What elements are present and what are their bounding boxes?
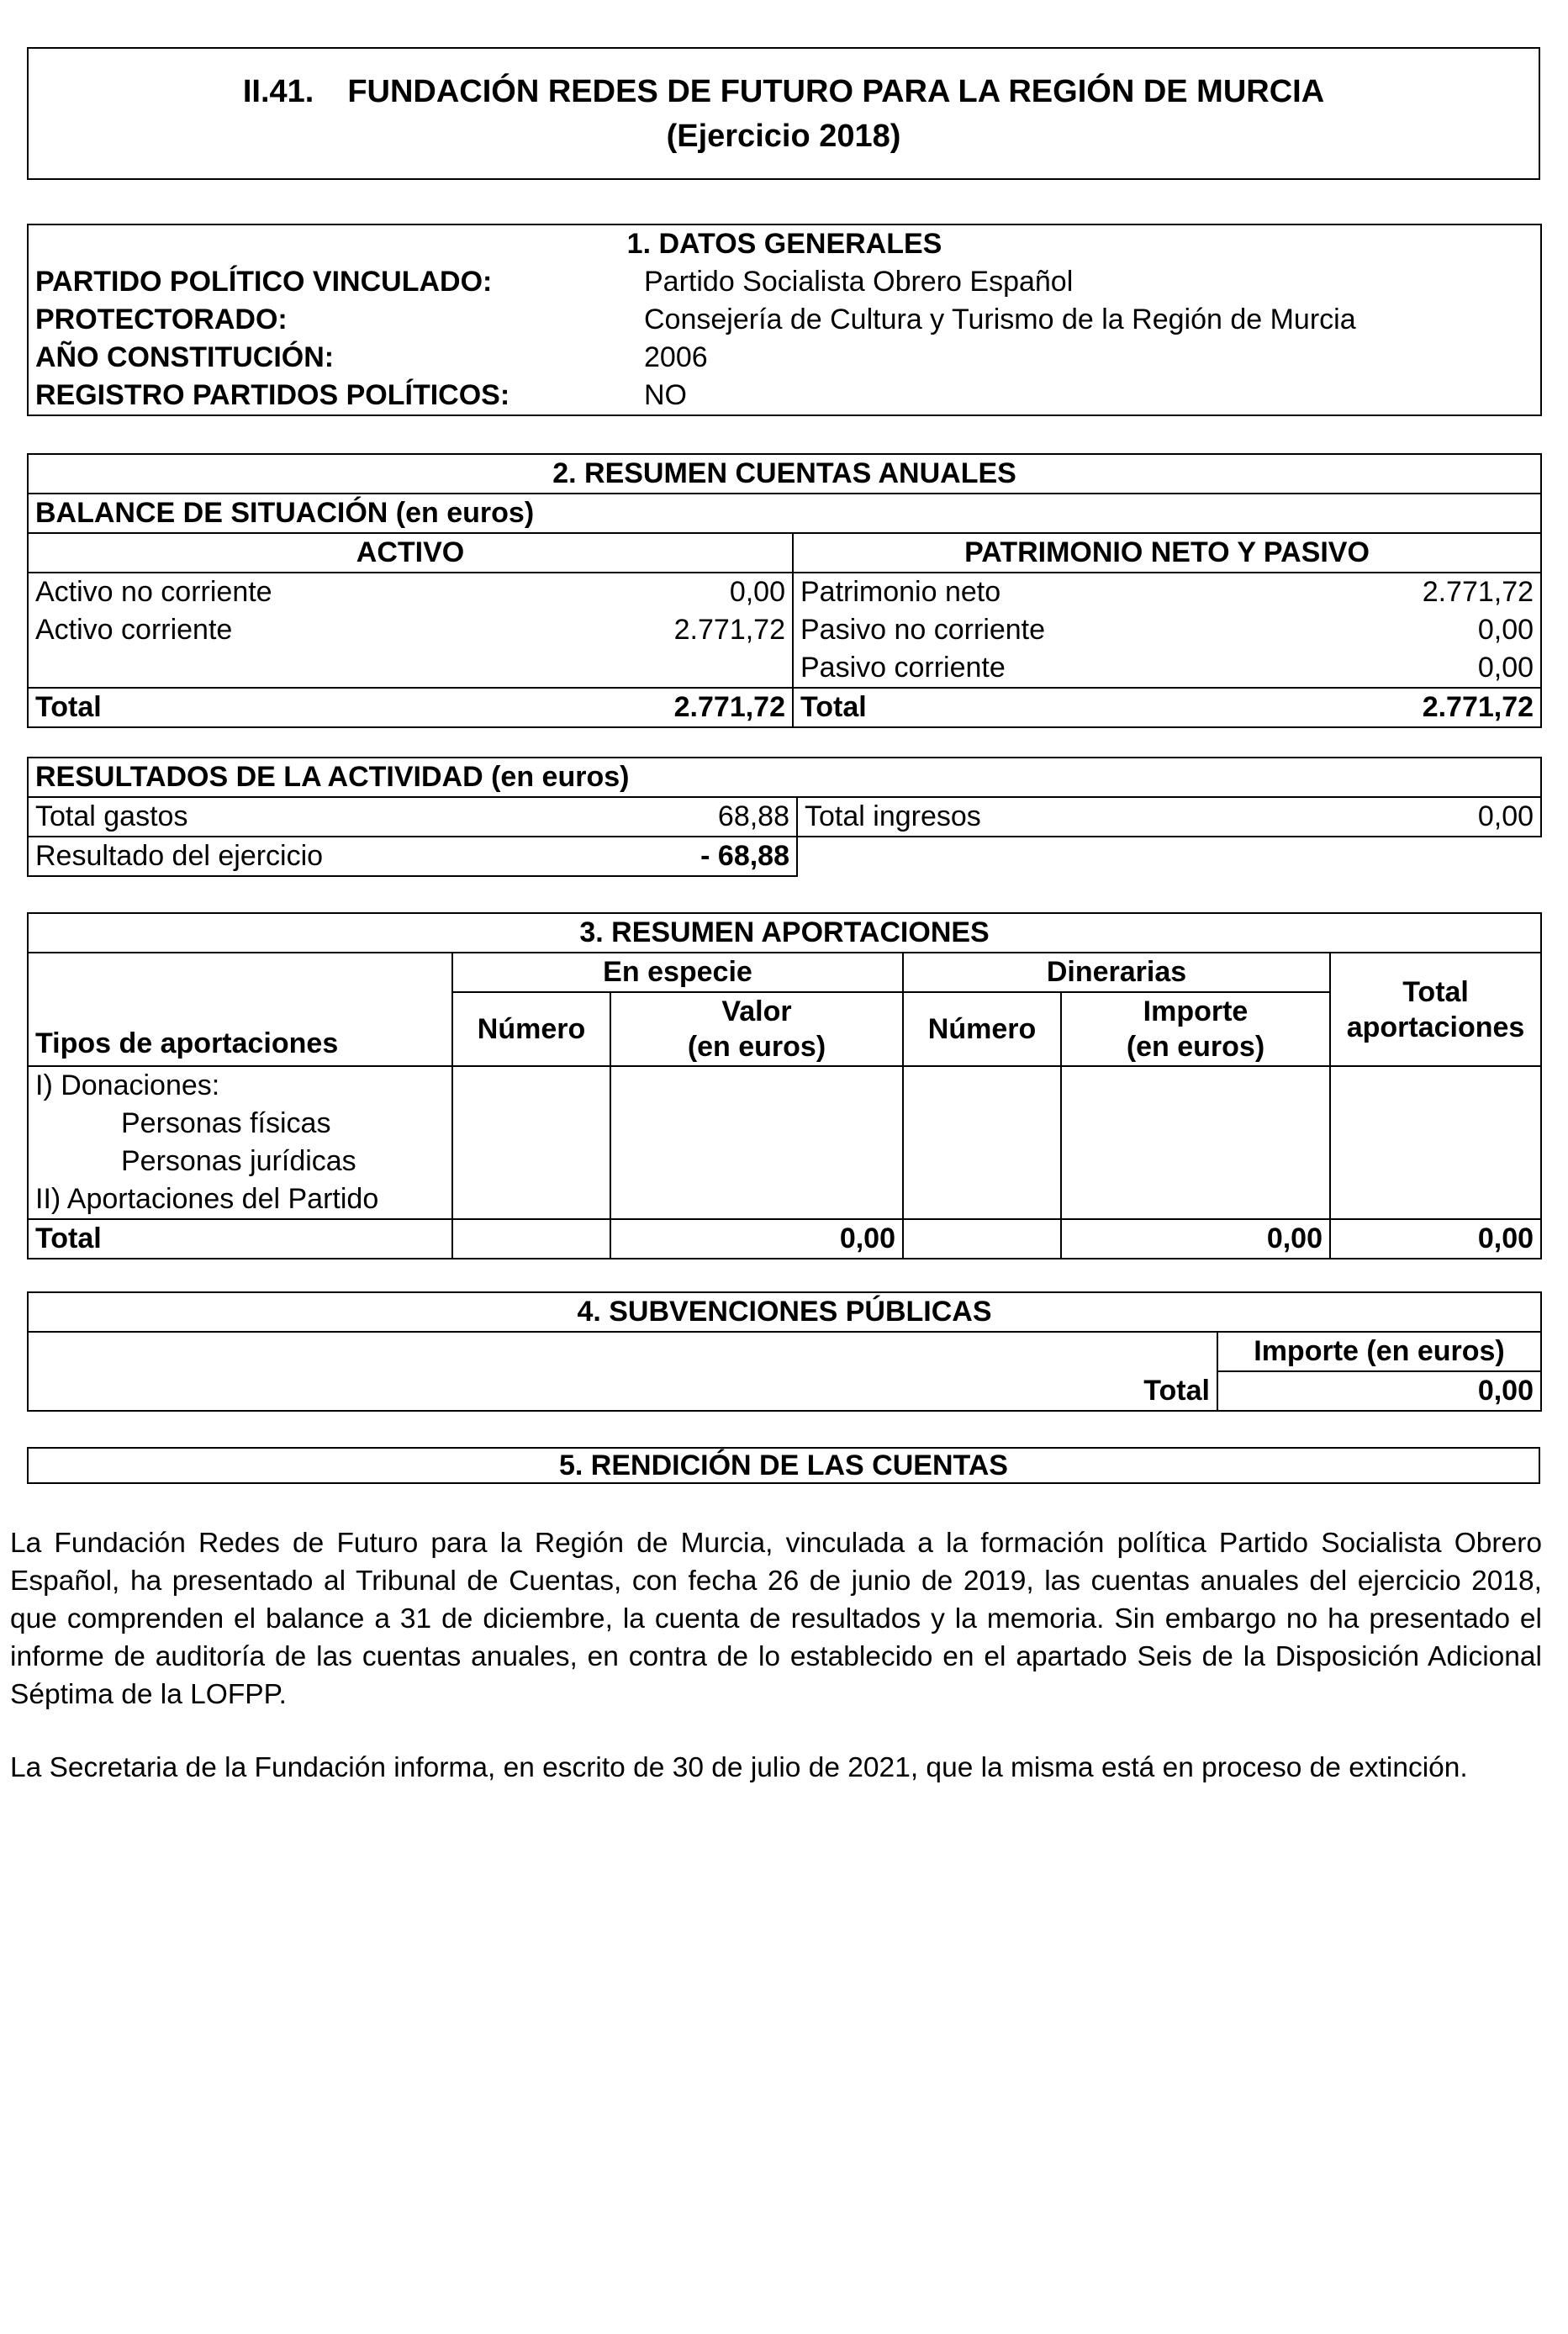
datos-generales-table [27,224,1542,416]
pasivo-heading: PATRIMONIO NETO Y PASIVO [793,533,1541,573]
rendicion-paragraph-1: La Fundación Redes de Futuro para la Región de Murcia, vinculada a la formación política Partido Socialista Obrero Español, ha presentado al Tribunal de Cuentas, con fecha 26 de junio de 2019, las cuentas anuales del ejercicio 2018, que comprenden el balance a 31 de diciembre, la cuenta de resultados y la memoria. Sin embargo no ha presentado el informe de auditoría de las cuentas anuales, en contra de lo establecido en el apartado Seis de la Disposición Adicional Séptima de la LOFPP. [10,1528,1542,1710]
gastos-value: 68,88 [608,797,797,837]
aportaciones-total-importe: 0,00 [1061,1219,1330,1259]
datos-label: REGISTRO PARTIDOS POLÍTICOS: [28,377,637,415]
gastos-label: Total gastos [28,797,608,837]
datos-row [28,339,1541,377]
subvenciones-total-value: 0,00 [1217,1371,1541,1411]
pasivo-label: Patrimonio neto [793,573,1373,611]
datos-generales-heading: 1. DATOS GENERALES [28,224,1541,263]
datos-value: Partido Socialista Obrero Español [637,263,1541,301]
col-numero-especie: Número [452,992,610,1066]
datos-value: 2006 [637,339,1541,377]
aportaciones-heading: 3. RESUMEN APORTACIONES [28,913,1541,953]
subvenciones-heading: 4. SUBVENCIONES PÚBLICAS [28,1292,1541,1332]
rendicion-heading: 5. RENDICIÓN DE LAS CUENTAS [28,1448,1539,1483]
col-total-line2: aportaciones [1346,1011,1525,1043]
cuentas-anuales-table [27,453,1542,728]
col-total [1330,953,1541,1066]
datos-value: Consejería de Cultura y Turismo de la Región de Murcia [637,301,1541,339]
balance-total-row [28,688,1541,727]
pasivo-label: Pasivo corriente [793,649,1373,688]
col-valor-line1: Valor [721,995,792,1027]
balance-heading: BALANCE DE SITUACIÓN (en euros) [28,494,1541,533]
datos-label: PROTECTORADO: [28,301,637,339]
aportacion-row [28,1180,1541,1219]
datos-row [28,301,1541,339]
title-box [27,47,1540,180]
activo-total-label: Total [28,688,608,727]
rendicion-paragraph-2: La Secretaria de la Fundación informa, en escrito de 30 de julio de 2021, que la misma está en proceso de extinción. [10,1752,1468,1783]
activo-label: Activo no corriente [28,573,608,611]
datos-row [28,377,1541,415]
subvenciones-total-label: Total [28,1371,1217,1411]
col-importe-line2: (en euros) [1126,1031,1265,1063]
resultado-value: - 68,88 [608,837,797,876]
pasivo-value: 0,00 [1373,649,1541,688]
col-total-line1: Total [1402,975,1469,1008]
aportaciones-total-total: 0,00 [1330,1219,1541,1259]
group-especie: En especie [452,953,903,992]
aportacion-label: I) Donaciones: [28,1066,452,1105]
section-number: II.41. [242,74,314,109]
cuentas-anuales-heading: 2. RESUMEN CUENTAS ANUALES [28,454,1541,494]
aportaciones-total-label: Total [28,1219,452,1259]
aportaciones-table [27,912,1542,1259]
aportacion-row [28,1105,1541,1143]
pasivo-value: 0,00 [1373,611,1541,649]
ingresos-value: 0,00 [1377,797,1541,837]
aportaciones-total-valor: 0,00 [610,1219,903,1259]
page-subtitle: (Ejercicio 2018) [666,119,901,154]
datos-label: AÑO CONSTITUCIÓN: [28,339,637,377]
resultados-empty [797,837,1541,876]
activo-value [608,649,793,688]
col-tipos: Tipos de aportaciones [28,953,452,1066]
col-numero-dinerarias: Número [903,992,1061,1066]
page-title: FUNDACIÓN REDES DE FUTURO PARA LA REGIÓN DE MURCIA [347,74,1325,109]
resultados-table [27,757,1542,877]
col-valor-line2: (en euros) [687,1031,826,1063]
aportacion-label: Personas físicas [28,1105,452,1143]
activo-total-value: 2.771,72 [608,688,793,727]
activo-label: Activo corriente [28,611,608,649]
balance-row [28,611,1541,649]
aportacion-row [28,1143,1541,1180]
datos-label: PARTIDO POLÍTICO VINCULADO: [28,263,637,301]
col-valor [610,992,903,1066]
col-importe-line1: Importe [1143,995,1249,1027]
ingresos-label: Total ingresos [797,797,1377,837]
pasivo-value: 2.771,72 [1373,573,1541,611]
activo-heading: ACTIVO [28,533,793,573]
page-title-line [29,70,1539,114]
pasivo-total-label: Total [793,688,1373,727]
balance-row [28,649,1541,688]
datos-row [28,263,1541,301]
subvenciones-table [27,1291,1542,1412]
rendicion-table [27,1447,1540,1484]
datos-value: NO [637,377,1541,415]
col-importe [1061,992,1330,1066]
pasivo-total-value: 2.771,72 [1373,688,1541,727]
group-dinerarias: Dinerarias [903,953,1330,992]
activo-value: 2.771,72 [608,611,793,649]
importe-heading: Importe (en euros) [1217,1332,1541,1371]
activo-label [28,649,608,688]
resultados-heading: RESULTADOS DE LA ACTIVIDAD (en euros) [28,758,1541,797]
aportacion-label: Personas jurídicas [28,1143,452,1180]
aportacion-row [28,1066,1541,1105]
activo-value: 0,00 [608,573,793,611]
aportacion-label: II) Aportaciones del Partido [28,1180,452,1219]
pasivo-label: Pasivo no corriente [793,611,1373,649]
aportaciones-total-row [28,1219,1541,1259]
resultado-label: Resultado del ejercicio [28,837,608,876]
balance-row [28,573,1541,611]
